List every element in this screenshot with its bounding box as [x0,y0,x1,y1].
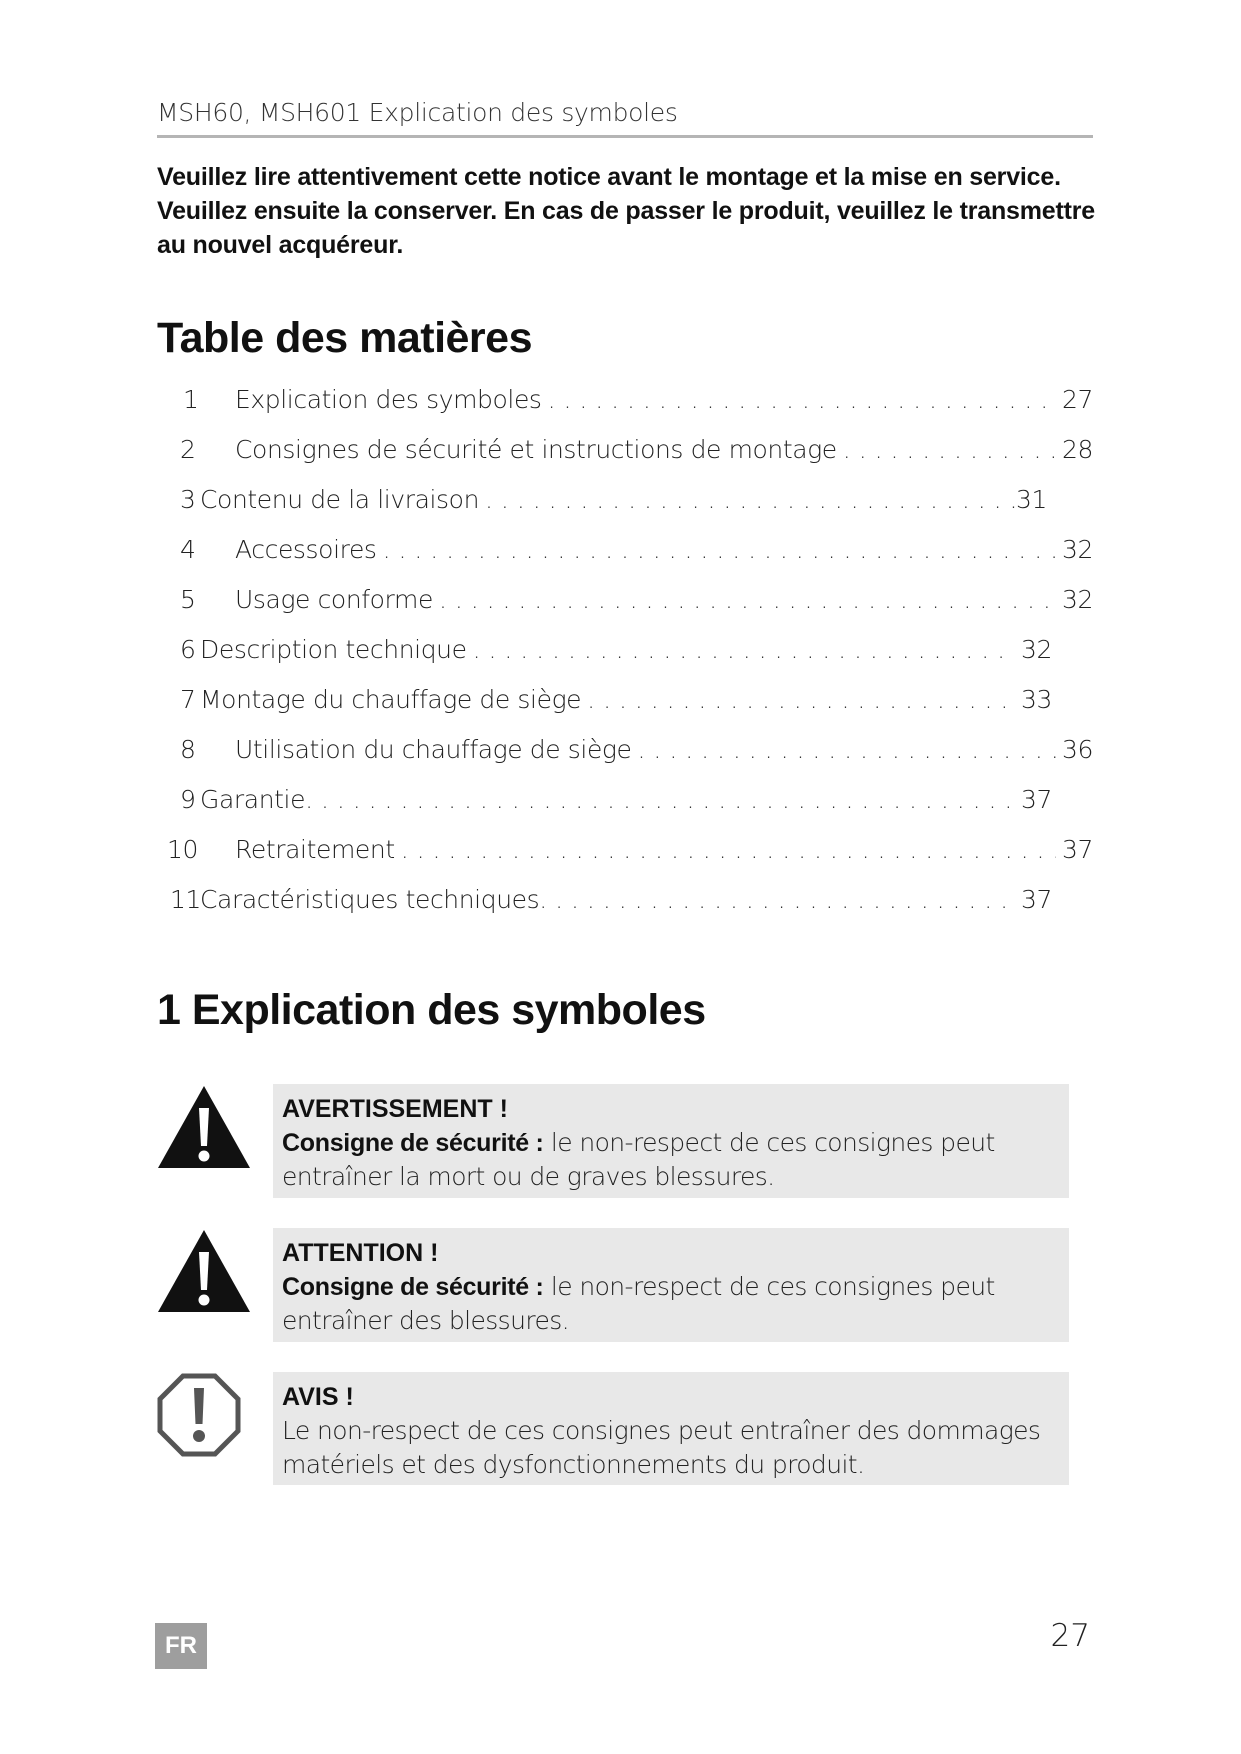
toc-item-number: 1 [183,385,199,414]
toc-item-page: 32 [1020,635,1052,664]
toc-item-number: 2 [180,435,196,464]
toc-item-page: 33 [1020,685,1052,714]
warning-notice [273,1084,1069,1198]
toc-item-label: Utilisation du chauffage de siège [235,735,632,764]
notice-text: Le non-respect de ces consignes peut entraîner des dommages matériels et des dysfonctionnements du produit. [282,1416,1041,1479]
warning-triangle-icon [156,1084,252,1170]
toc-item-label: Explication des symboles [235,385,542,414]
toc-item-page: 37 [1020,885,1052,914]
toc-item[interactable] [180,635,1052,669]
toc-item-page: 32 [1061,535,1093,564]
caution-notice [273,1228,1069,1342]
section-title: 1 Explication des symboles [157,986,706,1034]
toc-leader [587,685,1015,714]
notice-body [282,1270,1059,1338]
toc-item-number: 5 [180,585,196,614]
toc-item-label: Contenu de la livraison [200,485,480,514]
notice-body [282,1414,1059,1482]
intro-notice: Veuillez lire attentivement cette notice avant le montage et la mise en service. Veuillez ensuite la conserver. En cas de passer le produit, veuillez le transmettre au nouvel acquéreur. [157,163,1095,259]
notice-info [273,1372,1069,1485]
toc-item-number: 11 [170,885,202,914]
toc-item-number: 6 [180,635,196,664]
toc-item[interactable] [183,385,1093,419]
notice-heading: AVERTISSEMENT ! [282,1095,508,1123]
toc-item-number: 8 [180,735,196,764]
toc-item-label: Usage conforme [235,585,433,614]
toc-item-page: 28 [1061,435,1093,464]
toc-item[interactable] [180,785,1052,819]
toc-item-number: 4 [180,535,196,564]
notice-heading: ATTENTION ! [282,1239,439,1267]
toc-leader [305,785,1015,814]
running-header: MSH60, MSH601 Explication des symboles [157,98,1093,138]
toc-leader [485,485,1016,514]
toc-item-page: 27 [1061,385,1093,414]
toc-item[interactable] [180,435,1093,469]
toc-leader [843,435,1056,464]
toc-item-page: 37 [1061,835,1093,864]
toc-leader [638,735,1056,764]
notice-text: le non-respect de ces consignes peut entraîner des blessures. [282,1272,995,1335]
notice-lead: Consigne de sécurité : [282,1129,544,1157]
toc-item-page: 36 [1061,735,1093,764]
warning-triangle-icon [156,1228,252,1314]
toc-item[interactable] [170,885,1052,919]
toc-item-number: 7 [180,685,196,714]
toc-leader [383,535,1056,564]
toc-item[interactable] [180,585,1093,619]
toc-leader [539,885,1015,914]
toc-item-label: Consignes de sécurité et instructions de montage [235,435,837,464]
toc-item-page: 31 [1015,485,1047,514]
toc-item-page: 37 [1020,785,1052,814]
toc-leader [548,385,1056,414]
page-number: 27 [1050,1618,1090,1654]
toc-item-label: Description technique [200,635,467,664]
toc-leader [473,635,1015,664]
toc-item-label: Garantie [200,785,306,814]
toc-leader [439,585,1056,614]
toc-leader [401,835,1056,864]
toc-title: Table des matières [157,314,532,362]
toc-item-number: 9 [180,785,196,814]
toc-item-label: Caractéristiques techniques [200,885,540,914]
notice-octagon-icon [156,1372,242,1458]
toc-item-number: 3 [180,485,196,514]
toc-item[interactable] [167,835,1093,869]
language-badge: FR [155,1623,207,1669]
toc-item-number: 10 [167,835,199,864]
toc-item[interactable] [180,485,1047,519]
toc-item-label: Accessoires [235,535,377,564]
notice-text: le non-respect de ces consignes peut entraîner la mort ou de graves blessures. [282,1128,995,1191]
notice-body [282,1126,1059,1194]
toc-item-label: Montage du chauffage de siège [200,685,582,714]
toc-item-page: 32 [1061,585,1093,614]
toc-item[interactable] [180,735,1093,769]
notice-heading: AVIS ! [282,1383,354,1411]
notice-lead: Consigne de sécurité : [282,1273,544,1301]
toc-item[interactable] [180,535,1093,569]
toc-item[interactable] [180,685,1052,719]
toc-item-label: Retraitement [235,835,395,864]
